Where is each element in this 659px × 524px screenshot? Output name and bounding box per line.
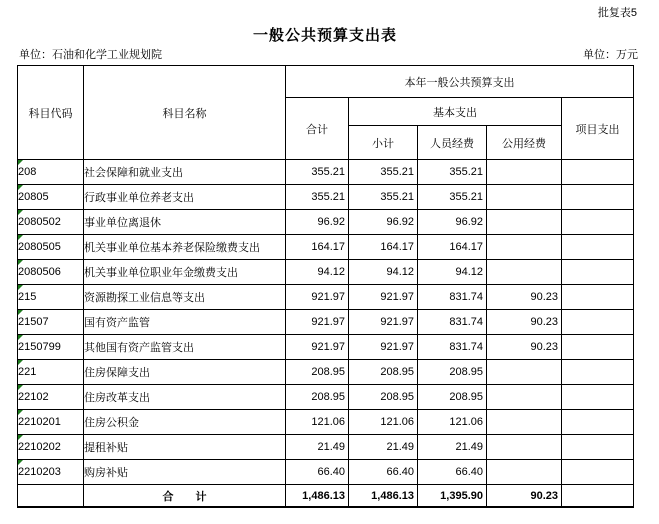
personnel-cell — [418, 360, 487, 385]
total-label-cell — [84, 485, 286, 508]
subtotal-cell — [349, 235, 418, 260]
total-cell — [286, 460, 349, 485]
code-cell-text: 2210203 — [18, 466, 61, 478]
header-total: 合计 — [286, 98, 349, 160]
personnel-cell-text: 831.74 — [449, 316, 483, 328]
code-cell-text: 22102 — [18, 391, 49, 403]
public-cell — [487, 360, 562, 385]
code-cell — [18, 435, 84, 460]
public-cell — [487, 185, 562, 210]
code-cell — [18, 235, 84, 260]
total-row — [18, 485, 634, 508]
personnel-cell-text: 164.17 — [449, 241, 483, 253]
name-cell — [84, 360, 286, 385]
header-public: 公用经费 — [487, 126, 562, 160]
personnel-cell — [418, 185, 487, 210]
name-cell-text: 国有资产监管 — [84, 317, 150, 329]
subtotal-cell — [349, 335, 418, 360]
excel-flag-icon — [18, 310, 23, 315]
name-cell — [84, 385, 286, 410]
code-cell — [18, 410, 84, 435]
project-cell — [562, 185, 634, 210]
project-cell — [562, 385, 634, 410]
name-cell-text: 资源勘探工业信息等支出 — [84, 292, 205, 304]
subtotal-cell-text: 921.97 — [380, 341, 414, 353]
subtotal-cell-text: 355.21 — [380, 191, 414, 203]
doc-label: 批复表5 — [597, 7, 637, 19]
project-cell — [562, 260, 634, 285]
public-cell — [487, 310, 562, 335]
header-subtotal: 小计 — [349, 126, 418, 160]
name-cell — [84, 310, 286, 335]
subtotal-cell-text: 121.06 — [380, 416, 414, 428]
excel-flag-icon — [18, 460, 23, 465]
table-row — [18, 285, 634, 310]
name-cell — [84, 210, 286, 235]
personnel-cell-text: 208.95 — [449, 366, 483, 378]
subtotal-cell-text: 355.21 — [380, 166, 414, 178]
budget-table — [17, 65, 634, 508]
table-row — [18, 385, 634, 410]
excel-flag-icon — [18, 335, 23, 340]
code-cell-text: 21507 — [18, 316, 49, 328]
personnel-cell — [418, 435, 487, 460]
code-cell-text: 2210202 — [18, 441, 61, 453]
excel-flag-icon — [18, 235, 23, 240]
excel-flag-icon — [18, 160, 23, 165]
public-cell — [487, 235, 562, 260]
name-cell — [84, 285, 286, 310]
table-row — [18, 260, 634, 285]
personnel-cell-text: 94.12 — [455, 266, 483, 278]
subtotal-cell — [349, 310, 418, 335]
excel-flag-icon — [18, 210, 23, 215]
table-row — [18, 235, 634, 260]
personnel-cell-text: 831.74 — [449, 291, 483, 303]
table-row — [18, 410, 634, 435]
code-cell — [18, 185, 84, 210]
code-cell-text: 2080505 — [18, 241, 61, 253]
name-cell-text: 行政事业单位养老支出 — [84, 192, 194, 204]
excel-flag-icon — [18, 435, 23, 440]
total-cell-text: 21.49 — [317, 441, 345, 453]
header-year-group: 本年一般公共预算支出 — [286, 66, 634, 98]
code-cell-text: 2150799 — [18, 341, 61, 353]
table-row — [18, 435, 634, 460]
public-cell — [487, 160, 562, 185]
code-cell-text: 221 — [18, 366, 37, 378]
total-cell — [286, 260, 349, 285]
excel-flag-icon — [18, 410, 23, 415]
total-cell — [286, 385, 349, 410]
subtotal-cell-text: 164.17 — [380, 241, 414, 253]
total-cell-text: 921.97 — [311, 291, 345, 303]
code-cell — [18, 385, 84, 410]
total-cell — [286, 360, 349, 385]
public-cell-text: 90.23 — [530, 291, 558, 303]
name-cell-text: 机关事业单位基本养老保险缴费支出 — [84, 242, 260, 254]
code-cell — [18, 485, 84, 508]
subtotal-cell — [349, 160, 418, 185]
name-cell — [84, 160, 286, 185]
name-cell-text: 机关事业单位职业年金缴费支出 — [84, 267, 238, 279]
total-cell-text: 355.21 — [311, 191, 345, 203]
subtotal-cell — [349, 185, 418, 210]
personnel-cell — [418, 235, 487, 260]
code-cell — [18, 335, 84, 360]
name-cell-text: 住房保障支出 — [84, 367, 150, 379]
excel-flag-icon — [18, 285, 23, 290]
total-cell — [286, 160, 349, 185]
table-row — [18, 360, 634, 385]
excel-flag-icon — [18, 385, 23, 390]
code-cell-text: 20805 — [18, 191, 49, 203]
unit-name-label: 单位：石油和化学工业规划院 — [19, 49, 162, 61]
total-cell-text: 921.97 — [311, 316, 345, 328]
personnel-cell — [418, 485, 487, 508]
personnel-cell-text: 96.92 — [455, 216, 483, 228]
total-cell-text: 1,486.13 — [302, 489, 345, 502]
subtotal-cell-text: 208.95 — [380, 391, 414, 403]
name-cell — [84, 235, 286, 260]
total-cell-text: 355.21 — [311, 166, 345, 178]
personnel-cell-text: 355.21 — [449, 191, 483, 203]
personnel-cell — [418, 210, 487, 235]
table-row — [18, 335, 634, 360]
total-cell — [286, 285, 349, 310]
subtotal-cell-text: 921.97 — [380, 291, 414, 303]
header-name: 科目名称 — [84, 66, 286, 160]
table-row — [18, 210, 634, 235]
personnel-cell-text: 208.95 — [449, 391, 483, 403]
code-cell-text: 2210201 — [18, 416, 61, 428]
total-cell — [286, 435, 349, 460]
code-cell — [18, 460, 84, 485]
project-cell — [562, 460, 634, 485]
subtotal-cell — [349, 435, 418, 460]
subtotal-cell — [349, 485, 418, 508]
project-cell — [562, 335, 634, 360]
subtotal-cell — [349, 210, 418, 235]
public-cell-text: 90.23 — [530, 489, 558, 502]
personnel-cell — [418, 410, 487, 435]
public-cell — [487, 210, 562, 235]
name-cell-text: 提租补贴 — [84, 442, 128, 454]
personnel-cell — [418, 335, 487, 360]
project-cell — [562, 310, 634, 335]
name-cell-text: 购房补贴 — [84, 467, 128, 479]
name-cell — [84, 435, 286, 460]
public-cell — [487, 410, 562, 435]
table-row — [18, 160, 634, 185]
unit-row — [19, 46, 638, 62]
subtotal-cell — [349, 385, 418, 410]
personnel-cell — [418, 310, 487, 335]
code-cell — [18, 260, 84, 285]
name-cell — [84, 410, 286, 435]
excel-flag-icon — [18, 185, 23, 190]
personnel-cell — [418, 260, 487, 285]
header-personnel: 人员经费 — [418, 126, 487, 160]
code-cell-text: 2080506 — [18, 266, 61, 278]
personnel-cell — [418, 460, 487, 485]
table-body — [18, 160, 634, 508]
name-cell — [84, 335, 286, 360]
code-cell — [18, 310, 84, 335]
personnel-cell-text: 66.40 — [455, 466, 483, 478]
total-cell — [286, 210, 349, 235]
personnel-cell-text: 355.21 — [449, 166, 483, 178]
project-cell — [562, 285, 634, 310]
excel-flag-icon — [18, 260, 23, 265]
code-cell-text: 215 — [18, 291, 37, 303]
personnel-cell-text: 1,395.90 — [440, 489, 483, 502]
name-cell-text: 住房改革支出 — [84, 392, 150, 404]
personnel-cell-text: 21.49 — [455, 441, 483, 453]
subtotal-cell-text: 94.12 — [386, 266, 414, 278]
total-label-cell-text: 合 计 — [162, 490, 207, 503]
table-row — [18, 310, 634, 335]
project-cell — [562, 160, 634, 185]
personnel-cell-text: 831.74 — [449, 341, 483, 353]
code-cell — [18, 160, 84, 185]
name-cell — [84, 460, 286, 485]
project-cell — [562, 210, 634, 235]
subtotal-cell — [349, 460, 418, 485]
public-cell — [487, 460, 562, 485]
header-project: 项目支出 — [562, 98, 634, 160]
public-cell-text: 90.23 — [530, 341, 558, 353]
table-row — [18, 185, 634, 210]
subtotal-cell-text: 1,486.13 — [371, 489, 414, 502]
header-row-1 — [18, 66, 634, 98]
total-cell-text: 208.95 — [311, 391, 345, 403]
name-cell-text: 社会保障和就业支出 — [84, 167, 183, 179]
subtotal-cell-text: 208.95 — [380, 366, 414, 378]
name-cell-text: 其他国有资产监管支出 — [84, 342, 194, 354]
subtotal-cell-text: 21.49 — [386, 441, 414, 453]
subtotal-cell-text: 921.97 — [380, 316, 414, 328]
public-cell — [487, 285, 562, 310]
subtotal-cell-text: 96.92 — [386, 216, 414, 228]
total-cell-text: 96.92 — [317, 216, 345, 228]
project-cell — [562, 360, 634, 385]
personnel-cell-text: 121.06 — [449, 416, 483, 428]
public-cell — [487, 260, 562, 285]
subtotal-cell — [349, 285, 418, 310]
total-cell — [286, 235, 349, 260]
personnel-cell — [418, 285, 487, 310]
table-row — [18, 460, 634, 485]
total-cell-text: 121.06 — [311, 416, 345, 428]
name-cell — [84, 185, 286, 210]
total-cell-text: 94.12 — [317, 266, 345, 278]
personnel-cell — [418, 160, 487, 185]
personnel-cell — [418, 385, 487, 410]
subtotal-cell — [349, 260, 418, 285]
page-title: 一般公共预算支出表 — [252, 27, 397, 44]
code-cell — [18, 210, 84, 235]
total-cell-text: 66.40 — [317, 466, 345, 478]
public-cell — [487, 485, 562, 508]
code-cell-text: 2080502 — [18, 216, 61, 228]
subtotal-cell — [349, 410, 418, 435]
header-code: 科目代码 — [18, 66, 84, 160]
public-cell-text: 90.23 — [530, 316, 558, 328]
name-cell-text: 事业单位离退休 — [84, 217, 161, 229]
subtotal-cell — [349, 360, 418, 385]
public-cell — [487, 435, 562, 460]
total-cell-text: 208.95 — [311, 366, 345, 378]
public-cell — [487, 335, 562, 360]
total-cell-text: 164.17 — [311, 241, 345, 253]
header-basic-group: 基本支出 — [349, 98, 562, 126]
total-cell-text: 921.97 — [311, 341, 345, 353]
subtotal-cell-text: 66.40 — [386, 466, 414, 478]
total-cell — [286, 410, 349, 435]
project-cell — [562, 435, 634, 460]
public-cell — [487, 385, 562, 410]
total-cell — [286, 485, 349, 508]
project-cell — [562, 485, 634, 508]
total-cell — [286, 185, 349, 210]
project-cell — [562, 410, 634, 435]
code-cell — [18, 360, 84, 385]
total-cell — [286, 310, 349, 335]
total-cell — [286, 335, 349, 360]
name-cell-text: 住房公积金 — [84, 417, 139, 429]
unit-currency-label: 单位：万元 — [583, 49, 638, 61]
code-cell-text: 208 — [18, 166, 37, 178]
name-cell — [84, 260, 286, 285]
code-cell — [18, 285, 84, 310]
excel-flag-icon — [18, 360, 23, 365]
project-cell — [562, 235, 634, 260]
